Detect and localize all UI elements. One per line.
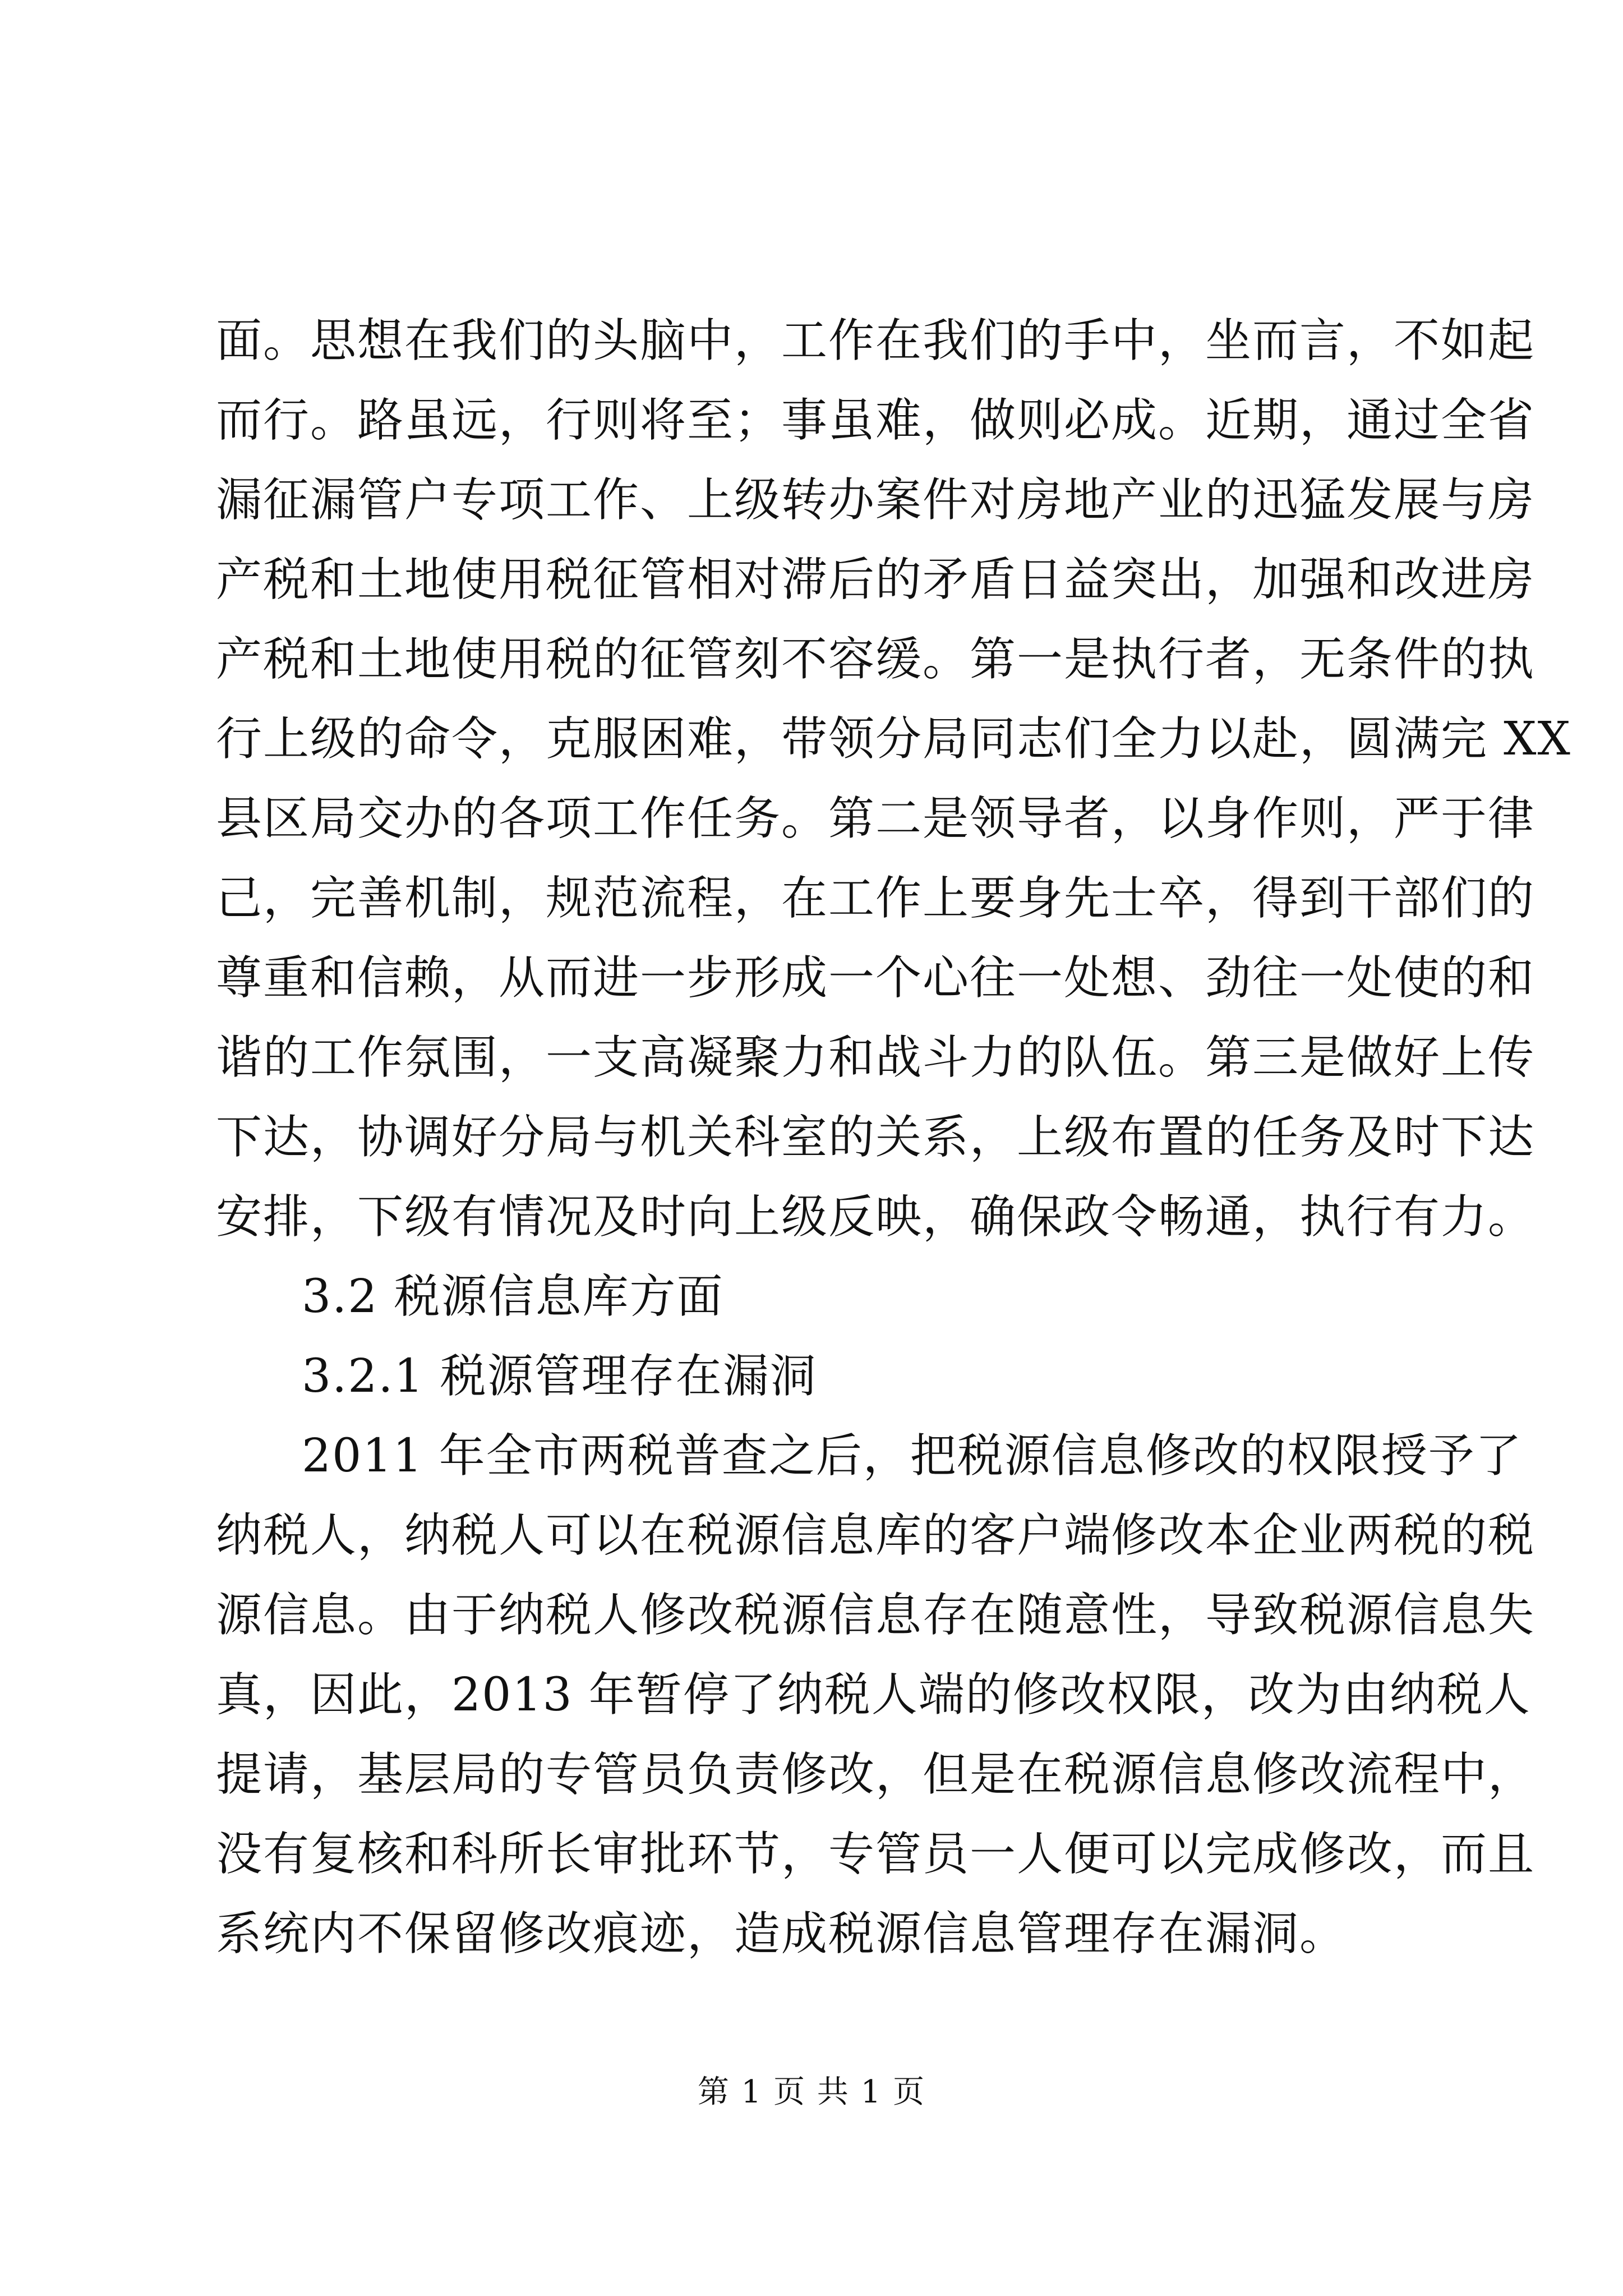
body-text-line: 系统内不保留修改痕迹，造成税源信息管理存在漏洞。 xyxy=(216,1907,1347,1961)
body-text-line: 而行。路虽远，行则将至；事虽难，做则必成。近期，通过全省 xyxy=(216,394,1536,447)
body-text-line: 源信息。由于纳税人修改税源信息存在随意性，导致税源信息失 xyxy=(216,1589,1536,1642)
body-text-line: 提请，基层局的专管员负责修改，但是在税源信息修改流程中， xyxy=(216,1748,1536,1801)
body-text-line: 谐的工作氛围，一支高凝聚力和战斗力的队伍。第三是做好上传 xyxy=(216,1031,1536,1084)
body-text-line: 产税和土地使用税的征管刻不容缓。第一是执行者，无条件的执 xyxy=(216,633,1536,686)
page-footer: 第 1 页 共 1 页 xyxy=(697,2074,926,2110)
body-text-line: 没有复核和科所长审批环节，专管员一人便可以完成修改，而且 xyxy=(216,1828,1536,1881)
body-text-line: 纳税人，纳税人可以在税源信息库的客户端修改本企业两税的税 xyxy=(216,1509,1536,1562)
body-text-line: 己，完善机制，规范流程，在工作上要身先士卒，得到干部们的 xyxy=(216,872,1536,925)
body-text-line: 2011 年全市两税普查之后，把税源信息修改的权限授予了 xyxy=(302,1429,1523,1483)
section-heading: 3.2 税源信息库方面 xyxy=(302,1270,724,1323)
body-text-line: 面。思想在我们的头脑中，工作在我们的手中，坐而言，不如起 xyxy=(216,314,1536,367)
body-text-line: 漏征漏管户专项工作、上级转办案件对房地产业的迅猛发展与房 xyxy=(216,473,1536,527)
subsection-heading: 3.2.1 税源管理存在漏洞 xyxy=(302,1350,817,1403)
body-text-line: 安排，下级有情况及时向上级反映，确保政令畅通，执行有力。 xyxy=(216,1190,1536,1244)
body-text-line: 尊重和信赖，从而进一步形成一个心往一处想、劲往一处使的和 xyxy=(216,951,1536,1005)
body-text-line: 产税和土地使用税征管相对滞后的矛盾日益突出，加强和改进房 xyxy=(216,553,1536,606)
body-text-line: 行上级的命令，克服困难，带领分局同志们全力以赴，圆满完 XX xyxy=(216,712,1571,766)
body-text-line: 真，因此，2013 年暂停了纳税人端的修改权限，改为由纳税人 xyxy=(216,1668,1531,1722)
body-text-line: 县区局交办的各项工作任务。第二是领导者，以身作则，严于律 xyxy=(216,792,1536,845)
body-text-line: 下达，协调好分局与机关科室的关系，上级布置的任务及时下达 xyxy=(216,1111,1536,1164)
